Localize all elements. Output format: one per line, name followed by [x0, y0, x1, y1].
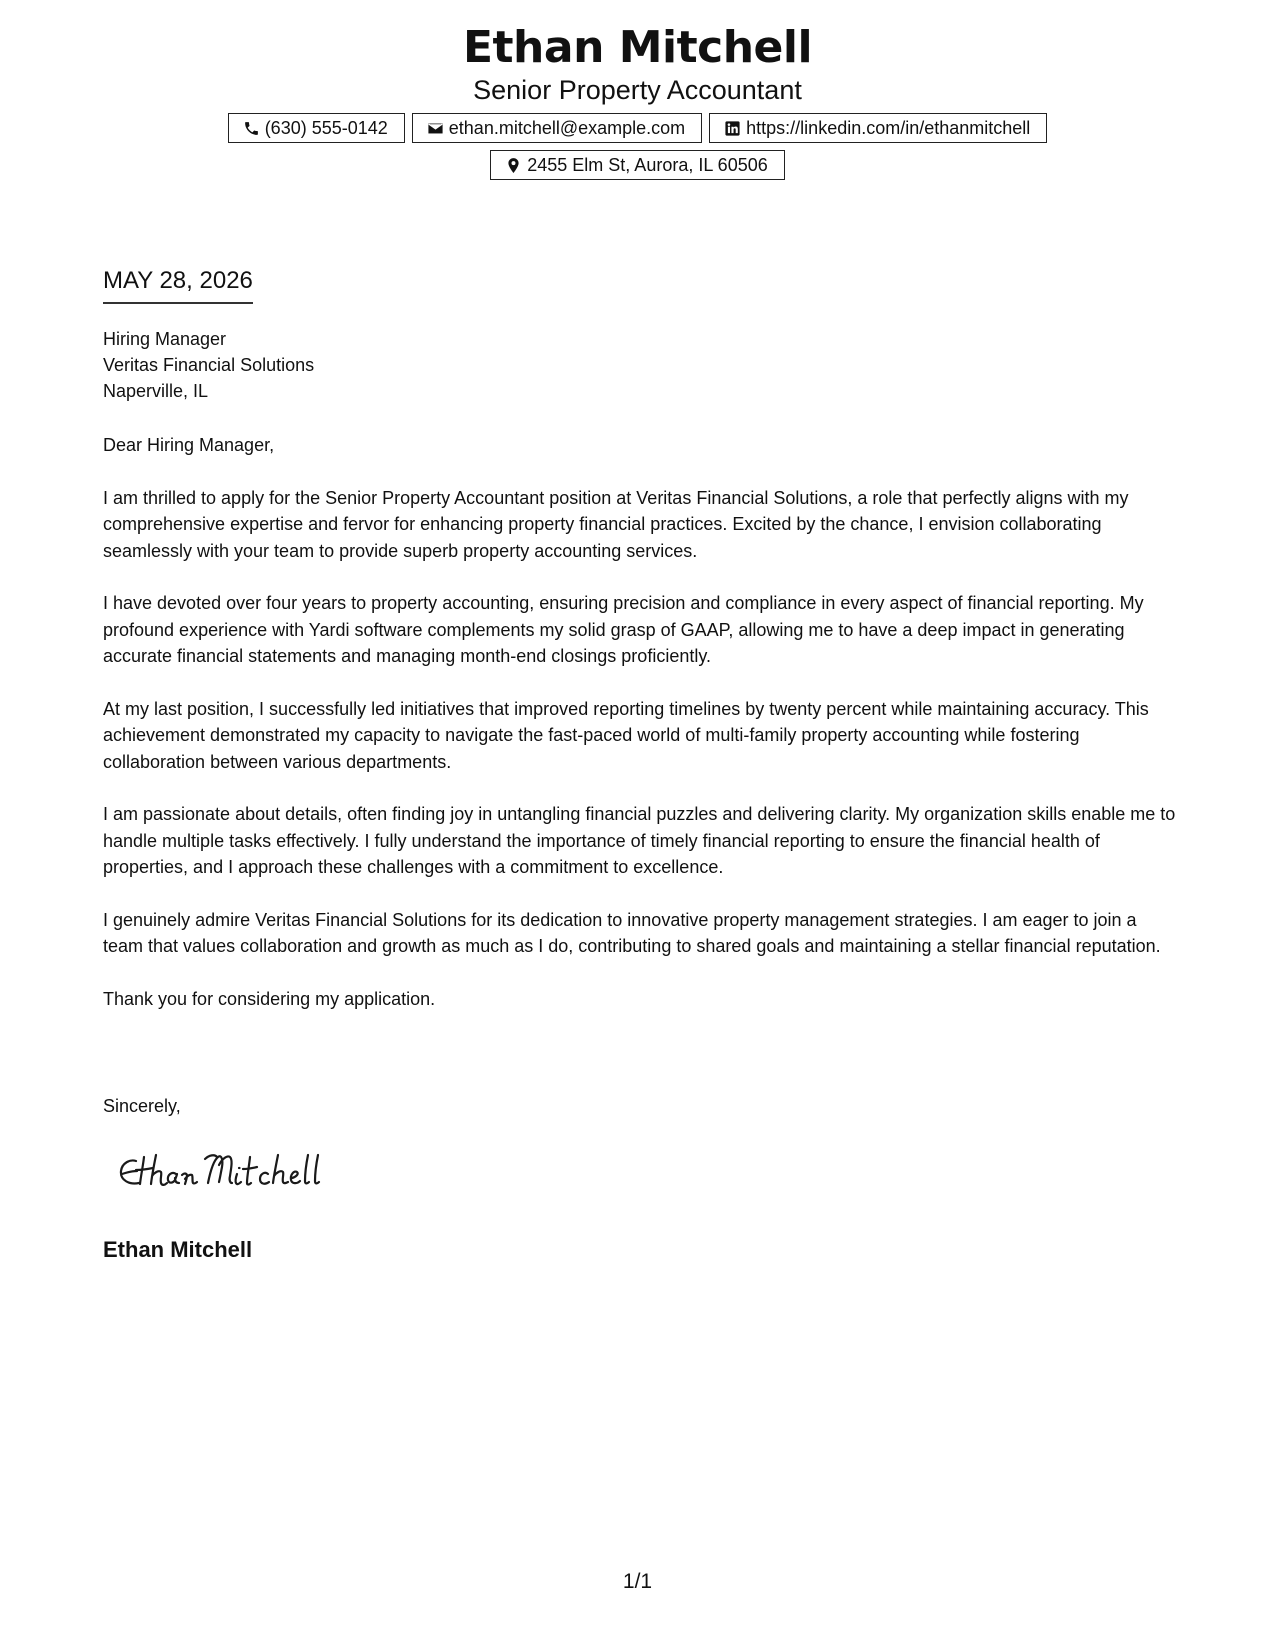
map-marker-icon	[505, 157, 522, 174]
body-paragraph: At my last position, I successfully led initiatives that improved reporting timelines by twenty percent while maintaining accuracy. This achievement demonstrated my capacity to navigate the fast-paced world of multi-family property accounting while fostering collaboration between various departments.	[103, 698, 1149, 772]
page-number: 1/1	[622, 1570, 653, 1593]
email-text: ethan.mitchell@example.com	[448, 118, 686, 138]
contact-address	[490, 150, 785, 180]
recipient-block	[103, 326, 314, 404]
contact-phone	[228, 113, 405, 143]
body-paragraph: I genuinely admire Veritas Financial Solutions for its dedication to innovative property management strategies. I am eager to join a team that values collaboration and growth as much as I do, contributing to shared goals and maintaining a stellar financial reputation.	[103, 909, 1161, 956]
linkedin-text: https://linkedin.com/in/ethanmitchell	[746, 118, 1031, 138]
contact-email[interactable]	[412, 113, 702, 143]
salutation: Dear Hiring Manager,	[103, 435, 275, 455]
letter-date: MAY 28, 2026	[103, 266, 253, 304]
recipient-name: Hiring Manager	[103, 329, 227, 349]
body-paragraph: I have devoted over four years to property accounting, ensuring precision and compliance in every aspect of financial reporting. My profound experience with Yardi software complements my solid grasp of GAAP, allowing me to have a deep impact in generating accurate financial statements and managing month-end closings proficiently.	[103, 593, 1144, 666]
thanks-line: Thank you for considering my application.	[103, 988, 436, 1009]
letter-body	[103, 432, 1178, 1038]
body-paragraph: I am passionate about details, often finding joy in untangling financial puzzles and delivering clarity. My organization skills enable me to handle multiple tasks effectively. I fully understand the importance of timely financial reporting to ensure the financial health of properties, and I approach these challenges with a commitment to excellence.	[103, 804, 1176, 877]
applicant-name: Ethan Mitchell	[462, 22, 813, 73]
letter-date-block	[103, 266, 253, 304]
envelope-icon	[427, 120, 444, 137]
phone-text: (630) 555-0142	[264, 118, 388, 138]
applicant-title: Senior Property Accountant	[473, 75, 802, 105]
contact-linkedin[interactable]	[709, 113, 1047, 143]
recipient-location: Naperville, IL	[103, 381, 209, 401]
phone-icon	[243, 120, 260, 137]
body-paragraph: I am thrilled to apply for the Senior Property Accountant position at Veritas Financial Solutions, a role that perfectly aligns with my comprehensive expertise and fervor for enhancing property financial practices. Excited by the chance, I envision collaborating seamlessly with your team to provide superb property accounting services.	[103, 487, 1129, 561]
recipient-company: Veritas Financial Solutions	[103, 355, 315, 375]
letter-header	[0, 22, 1275, 180]
contact-row	[0, 113, 1275, 143]
signer-name: Ethan Mitchell	[103, 1237, 253, 1262]
contact-row-2	[0, 150, 1275, 180]
linkedin-icon	[724, 120, 741, 137]
handwritten-signature	[112, 1143, 362, 1203]
address-text: 2455 Elm St, Aurora, IL 60506	[527, 155, 768, 175]
closing: Sincerely,	[103, 1096, 181, 1116]
